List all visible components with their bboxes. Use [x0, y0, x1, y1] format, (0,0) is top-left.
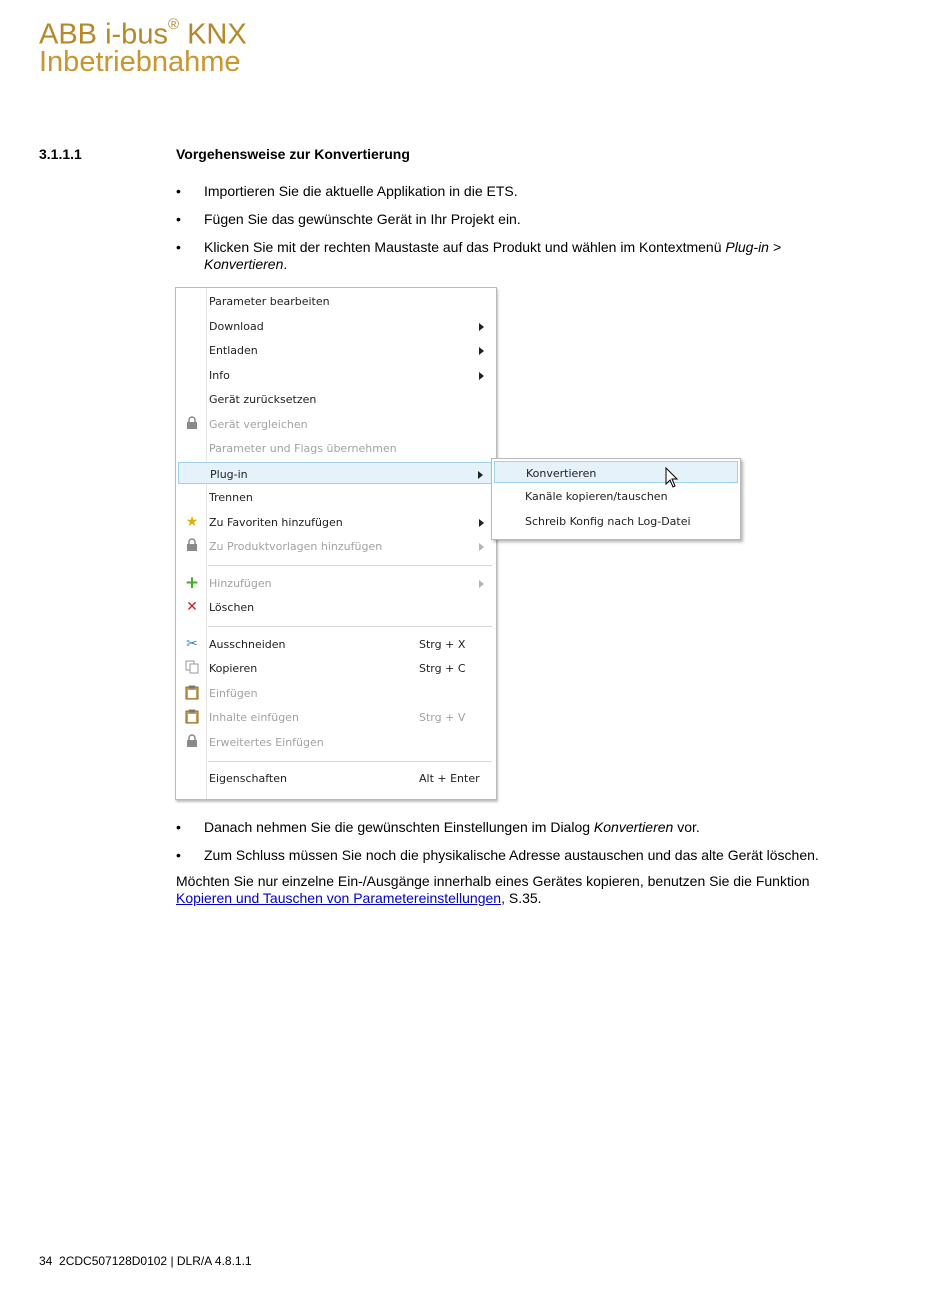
submenu-item-konvertieren[interactable]: Konvertieren: [494, 461, 738, 483]
note-paragraph: Möchten Sie nur einzelne Ein-/Ausgänge innerhalb eines Gerätes kopieren, benutzen Sie die Funktion Kopieren und Tauschen von Parametereinstellungen, S.35.: [176, 873, 810, 906]
submenu-arrow-icon: [479, 519, 484, 527]
submenu-arrow-icon: [479, 580, 484, 588]
clipboard-icon: [184, 709, 200, 725]
lock-icon: [184, 538, 200, 554]
menu-item-kopieren[interactable]: Kopieren Strg + C: [178, 657, 494, 679]
step-item: • Fügen Sie das gewünschte Gerät in Ihr Projekt ein.: [176, 211, 856, 228]
submenu-arrow-icon: [479, 323, 484, 331]
menu-item-zu-produktvorlagen[interactable]: Zu Produktvorlagen hinzufügen: [178, 535, 494, 557]
lock-icon: [184, 416, 200, 432]
submenu-arrow-icon: [478, 471, 483, 479]
parameter-settings-link[interactable]: Kopieren und Tauschen von Parametereinstellungen: [176, 890, 502, 906]
menu-item-plug-in[interactable]: Plug-in: [178, 462, 494, 484]
menu-item-hinzufuegen[interactable]: + Hinzufügen: [178, 572, 494, 594]
plug-in-submenu: [491, 458, 741, 540]
document-id: 2CDC507128D0102 | DLR/A 4.8.1.1: [59, 1254, 252, 1268]
menu-item-ausschneiden[interactable]: ✂ Ausschneiden Strg + X: [178, 633, 494, 655]
menu-item-parameter-flags[interactable]: Parameter und Flags übernehmen: [209, 442, 397, 455]
submenu-arrow-icon: [479, 347, 484, 355]
page-footer: [39, 1254, 252, 1268]
lock-icon: [184, 734, 200, 750]
menu-item-erweitertes-einfuegen[interactable]: Erweitertes Einfügen: [178, 731, 494, 753]
step-item: • Importieren Sie die aktuelle Applikation in die ETS.: [176, 183, 856, 200]
menu-item-einfuegen[interactable]: Einfügen: [178, 682, 494, 704]
step-item: • Danach nehmen Sie die gewünschten Einstellungen im Dialog Konvertieren vor.: [176, 819, 856, 836]
menu-separator: [208, 626, 492, 627]
copy-icon: [184, 660, 200, 676]
menu-item-zu-favoriten[interactable]: ★ Zu Favoriten hinzufügen: [178, 511, 494, 533]
registered-mark: ®: [167, 16, 180, 33]
brand-name: ABB i-bus: [39, 18, 168, 51]
delete-x-icon: ✕: [186, 599, 198, 615]
step-item: • Klicken Sie mit der rechten Maustaste auf das Produkt und wählen im Kontextmenü Plug-in > Konvertieren.: [176, 239, 856, 273]
submenu-item-schreib-konfig[interactable]: Schreib Konfig nach Log-Datei: [525, 515, 691, 528]
menu-item-download[interactable]: Download: [178, 315, 494, 337]
menu-item-geraet-zuruecksetzen[interactable]: Gerät zurücksetzen: [209, 393, 317, 406]
menu-item-eigenschaften[interactable]: Eigenschaften Alt + Enter: [209, 772, 480, 785]
step-item: • Zum Schluss müssen Sie noch die physikalische Adresse austauschen und das alte Gerät löschen.: [176, 847, 856, 864]
brand-suffix: KNX: [187, 18, 247, 51]
menu-item-entladen[interactable]: Entladen: [178, 339, 494, 361]
scissors-icon: ✂: [186, 636, 198, 652]
clipboard-icon: [184, 685, 200, 701]
menu-separator: [208, 761, 492, 762]
section-title: Vorgehensweise zur Konvertierung: [176, 146, 410, 162]
section-number: 3.1.1.1: [39, 146, 82, 162]
document-subtitle: Inbetriebnahme: [39, 46, 241, 78]
menu-item-loeschen[interactable]: ✕ Löschen: [178, 596, 494, 618]
menu-item-geraet-vergleichen[interactable]: Gerät vergleichen: [178, 413, 494, 435]
context-menu: [175, 287, 497, 800]
star-icon: ★: [185, 514, 199, 530]
submenu-arrow-icon: [479, 543, 484, 551]
mouse-cursor-icon: [665, 467, 679, 489]
submenu-arrow-icon: [479, 372, 484, 380]
plus-icon: +: [184, 573, 200, 593]
menu-item-parameter-bearbeiten[interactable]: Parameter bearbeiten: [209, 295, 330, 308]
menu-item-trennen[interactable]: Trennen: [209, 491, 253, 504]
submenu-item-kanaele-kopieren[interactable]: Kanäle kopieren/tauschen: [525, 490, 668, 503]
menu-item-info[interactable]: Info: [178, 364, 494, 386]
page-number: 34: [39, 1254, 53, 1268]
steps-list: [176, 183, 856, 284]
menu-separator: [208, 565, 492, 566]
menu-item-inhalte-einfuegen[interactable]: Inhalte einfügen Strg + V: [178, 706, 494, 728]
steps-list-continued: [176, 819, 856, 875]
